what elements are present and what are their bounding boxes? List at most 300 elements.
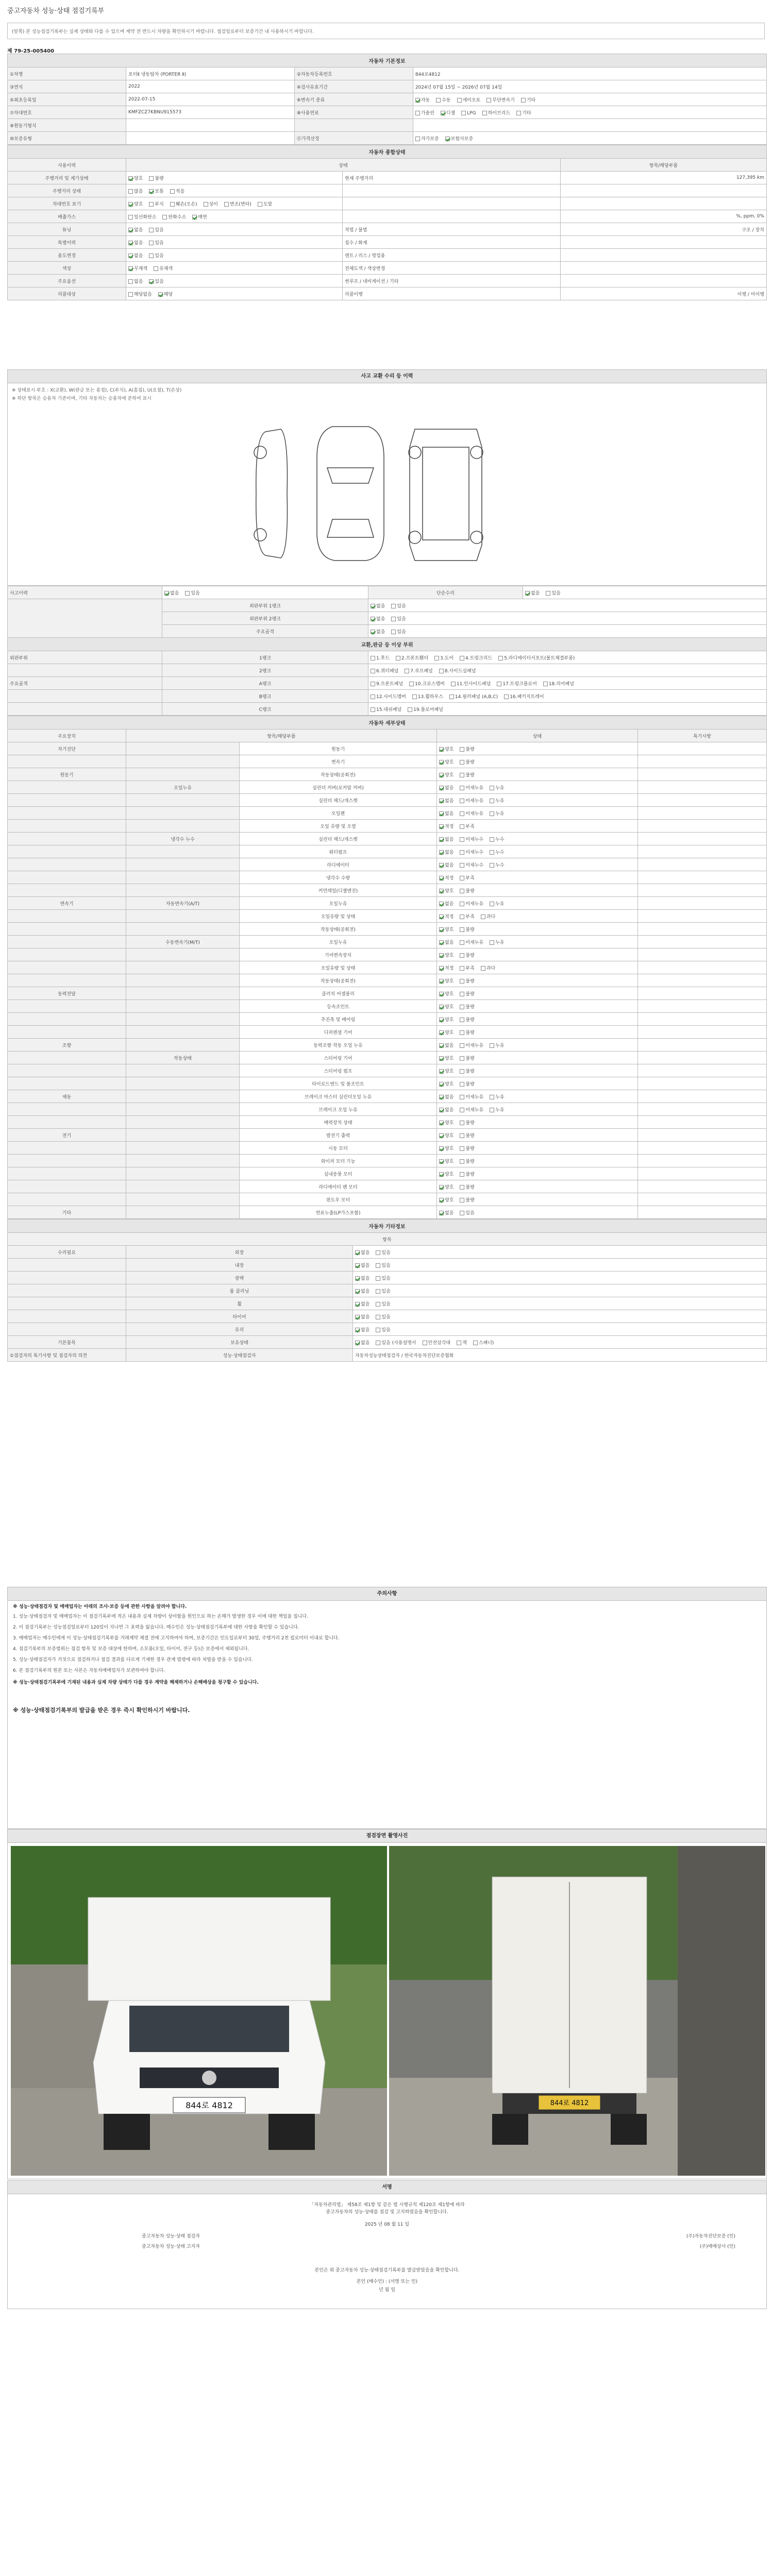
detail-checkbox[interactable] xyxy=(460,1005,464,1009)
other-checkbox[interactable] xyxy=(473,1341,478,1345)
detail-option[interactable] xyxy=(439,1030,453,1036)
detail-checkbox[interactable] xyxy=(439,837,444,842)
part-option[interactable] xyxy=(408,707,443,713)
fuel-checkbox[interactable] xyxy=(516,111,521,115)
part-checkbox[interactable] xyxy=(449,694,454,699)
detail-option[interactable] xyxy=(460,914,474,920)
general-option[interactable] xyxy=(149,202,163,207)
part-checkbox[interactable] xyxy=(405,669,409,673)
detail-checkbox[interactable] xyxy=(439,786,444,790)
simple-repair-checkbox[interactable] xyxy=(525,591,530,596)
detail-option[interactable] xyxy=(460,1082,474,1087)
detail-checkbox[interactable] xyxy=(439,1211,444,1215)
detail-checkbox[interactable] xyxy=(439,979,444,984)
detail-option[interactable] xyxy=(439,914,453,920)
general-checkbox[interactable] xyxy=(204,202,208,207)
part-checkbox[interactable] xyxy=(412,694,417,699)
detail-option[interactable] xyxy=(439,837,453,842)
detail-checkbox[interactable] xyxy=(481,914,485,919)
detail-checkbox[interactable] xyxy=(490,837,494,842)
general-option[interactable] xyxy=(154,266,173,272)
detail-checkbox[interactable] xyxy=(460,747,464,752)
detail-option[interactable] xyxy=(490,902,504,907)
simple-repair-checkbox[interactable] xyxy=(546,591,550,596)
detail-checkbox[interactable] xyxy=(439,1108,444,1112)
transmission-checkbox[interactable] xyxy=(521,98,526,103)
other-checkbox[interactable] xyxy=(355,1276,360,1281)
detail-option[interactable] xyxy=(439,979,453,984)
part-option[interactable] xyxy=(371,669,398,674)
part-option[interactable] xyxy=(396,656,428,661)
detail-option[interactable] xyxy=(460,1043,483,1048)
transmission-checkbox[interactable] xyxy=(415,98,420,103)
other-option[interactable] xyxy=(355,1315,369,1320)
other-checkbox[interactable] xyxy=(376,1328,380,1332)
general-checkbox[interactable] xyxy=(128,202,133,207)
other-option[interactable] xyxy=(423,1341,450,1346)
general-option[interactable] xyxy=(170,202,197,207)
detail-option[interactable] xyxy=(439,824,453,829)
detail-option[interactable] xyxy=(490,786,504,791)
detail-option[interactable] xyxy=(439,1146,453,1151)
detail-checkbox[interactable] xyxy=(490,1108,494,1112)
detail-checkbox[interactable] xyxy=(439,1185,444,1190)
general-checkbox[interactable] xyxy=(154,266,158,271)
detail-option[interactable] xyxy=(439,1082,453,1087)
part-option[interactable] xyxy=(371,707,401,713)
general-option[interactable] xyxy=(149,241,163,246)
detail-checkbox[interactable] xyxy=(439,1056,444,1061)
frame-status-option[interactable] xyxy=(371,604,385,609)
general-checkbox[interactable] xyxy=(128,215,133,219)
general-option[interactable] xyxy=(204,202,218,207)
general-option[interactable] xyxy=(149,176,163,181)
accident-history-option[interactable] xyxy=(164,591,179,596)
detail-option[interactable] xyxy=(439,786,453,791)
detail-checkbox[interactable] xyxy=(439,824,444,829)
detail-checkbox[interactable] xyxy=(490,940,494,945)
detail-checkbox[interactable] xyxy=(439,850,444,855)
accident-history-option[interactable] xyxy=(185,591,199,596)
detail-option[interactable] xyxy=(460,1108,483,1113)
frame-status-option[interactable] xyxy=(371,630,385,635)
detail-option[interactable] xyxy=(460,876,474,881)
detail-checkbox[interactable] xyxy=(439,1095,444,1099)
detail-checkbox[interactable] xyxy=(460,1095,464,1099)
general-option[interactable] xyxy=(149,253,163,259)
detail-option[interactable] xyxy=(439,1172,453,1177)
general-option[interactable] xyxy=(128,215,156,220)
detail-option[interactable] xyxy=(460,940,483,945)
other-option[interactable] xyxy=(355,1250,369,1256)
detail-checkbox[interactable] xyxy=(439,760,444,765)
detail-option[interactable] xyxy=(439,1198,453,1203)
transmission-option[interactable] xyxy=(486,98,514,103)
part-checkbox[interactable] xyxy=(371,682,375,686)
detail-option[interactable] xyxy=(439,953,453,958)
general-option[interactable] xyxy=(128,228,143,233)
detail-checkbox[interactable] xyxy=(460,1211,464,1215)
detail-checkbox[interactable] xyxy=(439,902,444,906)
frame-status-option[interactable] xyxy=(391,630,406,635)
other-option[interactable] xyxy=(376,1250,390,1256)
detail-checkbox[interactable] xyxy=(439,1121,444,1125)
general-checkbox[interactable] xyxy=(149,189,154,194)
part-option[interactable] xyxy=(412,694,443,700)
other-checkbox[interactable] xyxy=(355,1315,360,1319)
other-checkbox[interactable] xyxy=(355,1328,360,1332)
detail-checkbox[interactable] xyxy=(439,953,444,958)
transmission-option[interactable] xyxy=(415,98,430,103)
transmission-checkbox[interactable] xyxy=(436,98,441,103)
general-checkbox[interactable] xyxy=(149,279,154,284)
detail-checkbox[interactable] xyxy=(439,1159,444,1164)
detail-option[interactable] xyxy=(439,1159,453,1164)
warranty-option[interactable] xyxy=(415,137,439,142)
detail-option[interactable] xyxy=(439,1069,453,1074)
other-option[interactable] xyxy=(376,1328,390,1333)
detail-checkbox[interactable] xyxy=(439,940,444,945)
general-option[interactable] xyxy=(128,202,143,207)
frame-status-checkbox[interactable] xyxy=(391,604,396,608)
detail-option[interactable] xyxy=(460,1172,474,1177)
general-checkbox[interactable] xyxy=(128,292,133,297)
detail-option[interactable] xyxy=(439,1095,453,1100)
part-checkbox[interactable] xyxy=(434,656,439,660)
part-checkbox[interactable] xyxy=(371,656,375,660)
frame-status-option[interactable] xyxy=(371,617,385,622)
other-option[interactable] xyxy=(355,1289,369,1294)
detail-option[interactable] xyxy=(460,1185,474,1190)
detail-checkbox[interactable] xyxy=(460,850,464,855)
detail-option[interactable] xyxy=(460,1146,474,1151)
general-checkbox[interactable] xyxy=(128,241,133,245)
general-checkbox[interactable] xyxy=(170,189,175,194)
general-checkbox[interactable] xyxy=(128,279,133,284)
part-checkbox[interactable] xyxy=(498,656,503,660)
other-option[interactable] xyxy=(457,1341,467,1346)
detail-option[interactable] xyxy=(490,1095,504,1100)
detail-checkbox[interactable] xyxy=(460,992,464,996)
general-option[interactable] xyxy=(258,202,272,207)
detail-checkbox[interactable] xyxy=(439,1043,444,1048)
detail-option[interactable] xyxy=(439,1005,453,1010)
detail-option[interactable] xyxy=(460,837,483,842)
part-checkbox[interactable] xyxy=(543,682,548,686)
detail-checkbox[interactable] xyxy=(460,773,464,777)
part-option[interactable] xyxy=(405,669,432,674)
general-checkbox[interactable] xyxy=(170,202,175,207)
fuel-option[interactable] xyxy=(482,111,510,116)
detail-checkbox[interactable] xyxy=(460,953,464,958)
detail-checkbox[interactable] xyxy=(439,966,444,971)
part-checkbox[interactable] xyxy=(371,707,375,712)
detail-option[interactable] xyxy=(439,1043,453,1048)
other-option[interactable] xyxy=(376,1289,390,1294)
fuel-checkbox[interactable] xyxy=(441,111,445,115)
part-option[interactable] xyxy=(460,656,492,661)
part-option[interactable] xyxy=(451,682,491,687)
detail-option[interactable] xyxy=(490,1108,504,1113)
part-checkbox[interactable] xyxy=(408,707,412,712)
detail-option[interactable] xyxy=(439,889,453,894)
part-checkbox[interactable] xyxy=(460,656,464,660)
other-checkbox[interactable] xyxy=(355,1263,360,1268)
detail-checkbox[interactable] xyxy=(439,992,444,996)
detail-option[interactable] xyxy=(439,1108,453,1113)
general-option[interactable] xyxy=(192,215,207,220)
detail-checkbox[interactable] xyxy=(439,889,444,893)
other-option[interactable] xyxy=(355,1276,369,1281)
detail-option[interactable] xyxy=(460,966,474,971)
detail-option[interactable] xyxy=(481,966,495,971)
detail-option[interactable] xyxy=(439,747,453,752)
other-option[interactable] xyxy=(376,1341,416,1346)
detail-option[interactable] xyxy=(439,940,453,945)
detail-option[interactable] xyxy=(490,1043,504,1048)
detail-checkbox[interactable] xyxy=(460,1056,464,1061)
detail-option[interactable] xyxy=(460,811,483,817)
general-checkbox[interactable] xyxy=(128,189,133,194)
detail-option[interactable] xyxy=(490,811,504,817)
fuel-checkbox[interactable] xyxy=(461,111,466,115)
general-checkbox[interactable] xyxy=(258,202,262,207)
general-checkbox[interactable] xyxy=(192,215,197,219)
other-checkbox[interactable] xyxy=(376,1302,380,1307)
detail-checkbox[interactable] xyxy=(490,863,494,868)
detail-option[interactable] xyxy=(460,850,483,855)
detail-option[interactable] xyxy=(460,902,483,907)
general-checkbox[interactable] xyxy=(128,253,133,258)
detail-checkbox[interactable] xyxy=(460,824,464,829)
part-option[interactable] xyxy=(449,694,498,700)
detail-option[interactable] xyxy=(460,1018,474,1023)
detail-checkbox[interactable] xyxy=(439,1133,444,1138)
other-checkbox[interactable] xyxy=(376,1341,380,1345)
detail-checkbox[interactable] xyxy=(439,1198,444,1202)
part-option[interactable] xyxy=(498,656,575,661)
detail-checkbox[interactable] xyxy=(460,1121,464,1125)
detail-option[interactable] xyxy=(439,1018,453,1023)
general-option[interactable] xyxy=(158,292,173,297)
part-checkbox[interactable] xyxy=(451,682,456,686)
fuel-option[interactable] xyxy=(516,111,531,116)
general-option[interactable] xyxy=(149,279,163,284)
general-option[interactable] xyxy=(128,266,147,272)
part-checkbox[interactable] xyxy=(371,694,375,699)
detail-option[interactable] xyxy=(460,747,474,752)
detail-option[interactable] xyxy=(490,940,504,945)
detail-checkbox[interactable] xyxy=(439,773,444,777)
frame-status-option[interactable] xyxy=(391,617,406,622)
detail-checkbox[interactable] xyxy=(460,1172,464,1177)
other-option[interactable] xyxy=(376,1302,390,1307)
part-checkbox[interactable] xyxy=(409,682,414,686)
detail-option[interactable] xyxy=(460,1121,474,1126)
detail-checkbox[interactable] xyxy=(439,811,444,816)
detail-checkbox[interactable] xyxy=(460,979,464,984)
other-checkbox[interactable] xyxy=(457,1341,461,1345)
general-option[interactable] xyxy=(224,202,251,207)
transmission-option[interactable] xyxy=(457,98,481,103)
transmission-option[interactable] xyxy=(436,98,450,103)
part-option[interactable] xyxy=(371,656,390,661)
detail-checkbox[interactable] xyxy=(460,940,464,945)
detail-checkbox[interactable] xyxy=(460,1108,464,1112)
other-checkbox[interactable] xyxy=(355,1289,360,1294)
detail-option[interactable] xyxy=(460,773,474,778)
detail-checkbox[interactable] xyxy=(490,1095,494,1099)
detail-checkbox[interactable] xyxy=(460,1069,464,1074)
fuel-checkbox[interactable] xyxy=(482,111,487,115)
other-checkbox[interactable] xyxy=(355,1341,360,1345)
detail-checkbox[interactable] xyxy=(460,1146,464,1151)
detail-checkbox[interactable] xyxy=(439,863,444,868)
other-option[interactable] xyxy=(376,1315,390,1320)
detail-checkbox[interactable] xyxy=(439,1082,444,1087)
detail-option[interactable] xyxy=(460,1133,474,1139)
detail-checkbox[interactable] xyxy=(460,902,464,906)
detail-checkbox[interactable] xyxy=(439,914,444,919)
detail-option[interactable] xyxy=(439,1185,453,1190)
detail-checkbox[interactable] xyxy=(439,1018,444,1022)
detail-option[interactable] xyxy=(460,760,474,765)
detail-option[interactable] xyxy=(439,863,453,868)
detail-option[interactable] xyxy=(460,1198,474,1203)
transmission-checkbox[interactable] xyxy=(457,98,462,103)
detail-option[interactable] xyxy=(460,979,474,984)
general-checkbox[interactable] xyxy=(149,228,154,232)
detail-option[interactable] xyxy=(460,1069,474,1074)
part-checkbox[interactable] xyxy=(504,694,509,699)
part-option[interactable] xyxy=(543,682,574,687)
part-option[interactable] xyxy=(371,694,406,700)
detail-checkbox[interactable] xyxy=(460,1198,464,1202)
part-option[interactable] xyxy=(371,682,403,687)
detail-checkbox[interactable] xyxy=(490,1043,494,1048)
transmission-checkbox[interactable] xyxy=(486,98,491,103)
detail-option[interactable] xyxy=(460,799,483,804)
detail-option[interactable] xyxy=(439,760,453,765)
other-option[interactable] xyxy=(473,1341,494,1346)
frame-status-checkbox[interactable] xyxy=(371,630,375,634)
general-checkbox[interactable] xyxy=(128,266,133,271)
detail-option[interactable] xyxy=(439,850,453,855)
part-checkbox[interactable] xyxy=(396,656,400,660)
other-checkbox[interactable] xyxy=(376,1289,380,1294)
detail-option[interactable] xyxy=(460,1030,474,1036)
part-checkbox[interactable] xyxy=(439,669,444,673)
frame-status-checkbox[interactable] xyxy=(391,630,396,634)
detail-option[interactable] xyxy=(439,1211,453,1216)
simple-repair-option[interactable] xyxy=(546,591,560,596)
detail-option[interactable] xyxy=(490,799,504,804)
fuel-option[interactable] xyxy=(441,111,455,116)
detail-option[interactable] xyxy=(481,914,495,920)
detail-option[interactable] xyxy=(439,992,453,997)
general-checkbox[interactable] xyxy=(149,176,154,181)
detail-checkbox[interactable] xyxy=(439,927,444,932)
frame-status-checkbox[interactable] xyxy=(391,617,396,621)
other-option[interactable] xyxy=(376,1263,390,1268)
detail-checkbox[interactable] xyxy=(439,1030,444,1035)
part-checkbox[interactable] xyxy=(371,669,375,673)
general-checkbox[interactable] xyxy=(128,228,133,232)
general-option[interactable] xyxy=(149,189,163,194)
part-option[interactable] xyxy=(434,656,453,661)
detail-option[interactable] xyxy=(460,1005,474,1010)
detail-option[interactable] xyxy=(460,1056,474,1061)
detail-checkbox[interactable] xyxy=(460,811,464,816)
general-checkbox[interactable] xyxy=(224,202,229,207)
general-option[interactable] xyxy=(162,215,186,220)
detail-option[interactable] xyxy=(439,773,453,778)
detail-checkbox[interactable] xyxy=(460,1185,464,1190)
fuel-option[interactable] xyxy=(461,111,476,116)
part-checkbox[interactable] xyxy=(497,682,501,686)
detail-option[interactable] xyxy=(439,966,453,971)
detail-checkbox[interactable] xyxy=(460,760,464,765)
detail-checkbox[interactable] xyxy=(490,902,494,906)
part-option[interactable] xyxy=(439,669,476,674)
detail-checkbox[interactable] xyxy=(460,786,464,790)
detail-checkbox[interactable] xyxy=(439,876,444,880)
other-checkbox[interactable] xyxy=(376,1250,380,1255)
detail-checkbox[interactable] xyxy=(490,799,494,803)
detail-option[interactable] xyxy=(460,889,474,894)
transmission-option[interactable] xyxy=(521,98,535,103)
detail-checkbox[interactable] xyxy=(460,1043,464,1048)
detail-option[interactable] xyxy=(439,1133,453,1139)
detail-checkbox[interactable] xyxy=(460,966,464,971)
detail-option[interactable] xyxy=(439,1056,453,1061)
accident-history-checkbox[interactable] xyxy=(164,591,169,596)
detail-option[interactable] xyxy=(460,953,474,958)
detail-checkbox[interactable] xyxy=(439,1005,444,1009)
detail-checkbox[interactable] xyxy=(490,786,494,790)
detail-checkbox[interactable] xyxy=(460,876,464,880)
general-option[interactable] xyxy=(128,253,143,259)
detail-option[interactable] xyxy=(460,824,474,829)
other-checkbox[interactable] xyxy=(376,1276,380,1281)
detail-checkbox[interactable] xyxy=(460,927,464,932)
general-checkbox[interactable] xyxy=(149,241,154,245)
detail-option[interactable] xyxy=(460,786,483,791)
detail-option[interactable] xyxy=(460,1211,474,1216)
general-option[interactable] xyxy=(128,176,143,181)
detail-option[interactable] xyxy=(490,837,504,842)
detail-checkbox[interactable] xyxy=(460,889,464,893)
detail-checkbox[interactable] xyxy=(460,1159,464,1164)
general-option[interactable] xyxy=(170,189,184,194)
part-option[interactable] xyxy=(497,682,536,687)
general-checkbox[interactable] xyxy=(149,253,154,258)
other-option[interactable] xyxy=(355,1263,369,1268)
detail-checkbox[interactable] xyxy=(439,747,444,752)
general-option[interactable] xyxy=(149,228,163,233)
other-checkbox[interactable] xyxy=(355,1250,360,1255)
detail-checkbox[interactable] xyxy=(439,1069,444,1074)
detail-checkbox[interactable] xyxy=(460,1082,464,1087)
detail-checkbox[interactable] xyxy=(481,966,485,971)
other-checkbox[interactable] xyxy=(423,1341,427,1345)
detail-option[interactable] xyxy=(439,1121,453,1126)
simple-repair-option[interactable] xyxy=(525,591,540,596)
detail-checkbox[interactable] xyxy=(460,863,464,868)
other-checkbox[interactable] xyxy=(355,1302,360,1307)
detail-checkbox[interactable] xyxy=(460,914,464,919)
detail-checkbox[interactable] xyxy=(490,850,494,855)
